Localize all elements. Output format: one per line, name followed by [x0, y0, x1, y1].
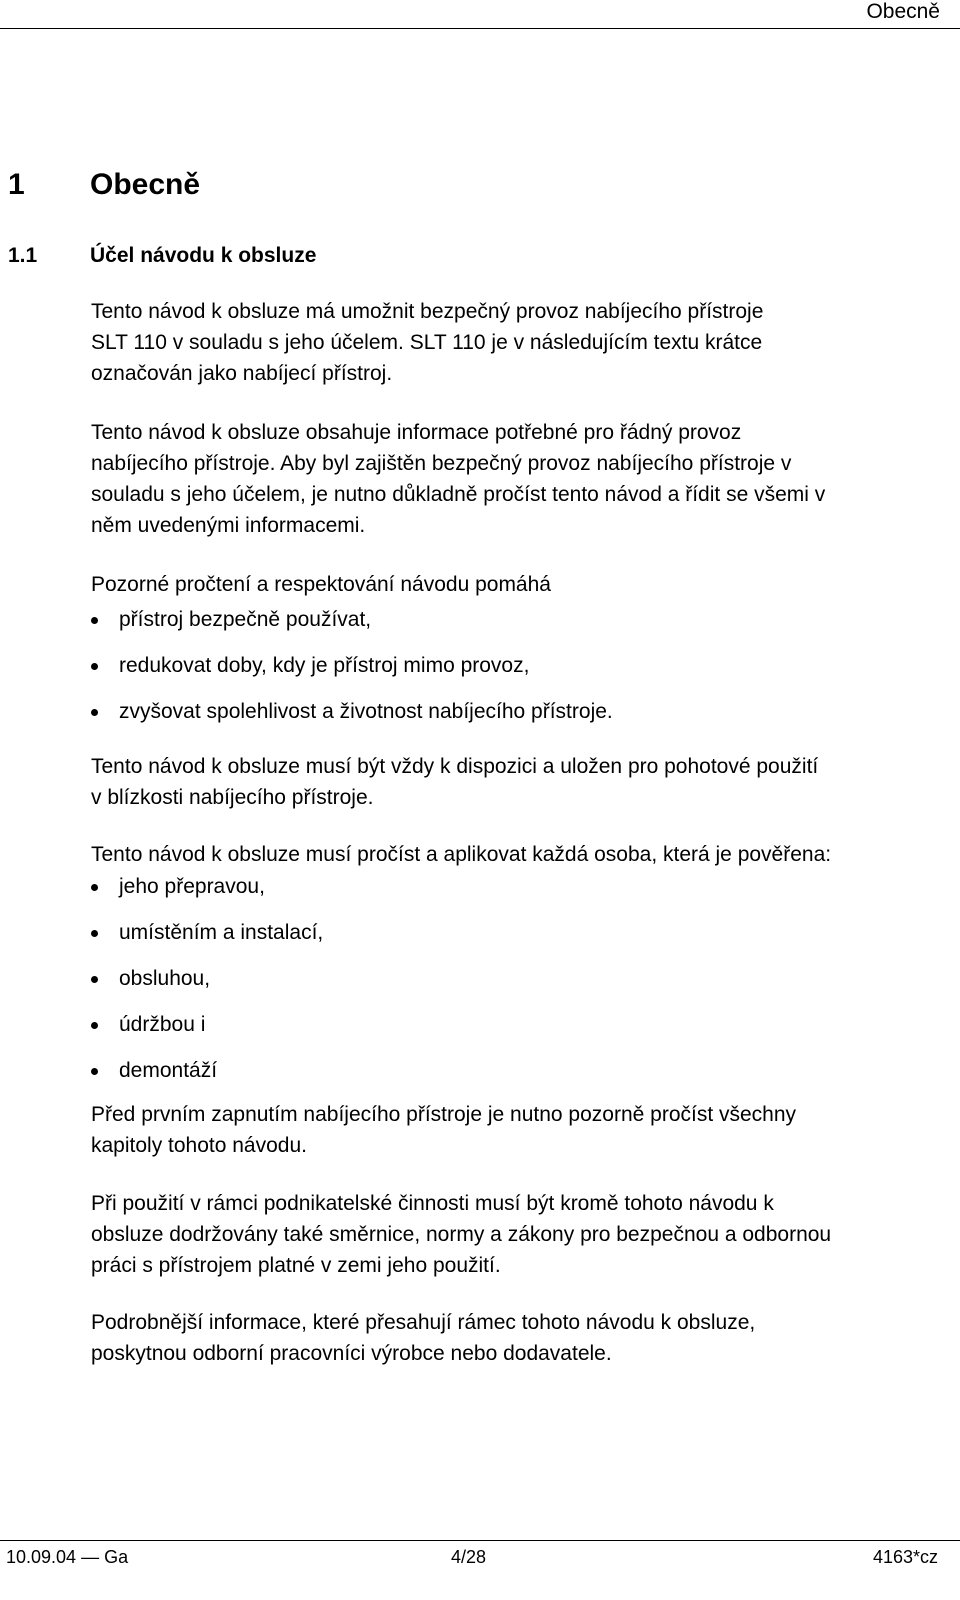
- paragraph-line: Při použití v rámci podnikatelské činnosti musí být kromě tohoto návodu k: [91, 1192, 774, 1215]
- paragraph-line: Tento návod k obsluze obsahuje informace potřebné pro řádný provoz: [91, 421, 742, 444]
- list-item-text: redukovat doby, kdy je přístroj mimo provoz,: [119, 654, 530, 677]
- paragraph-line: označován jako nabíjecí přístroj.: [91, 362, 393, 385]
- footer-rule: [0, 1540, 960, 1541]
- bullet-icon: [91, 976, 98, 983]
- paragraph-regulations: [91, 1188, 951, 1281]
- paragraph-availability: [91, 751, 951, 813]
- paragraph-line: něm uvedenými informacemi.: [91, 514, 366, 537]
- paragraph-information: [91, 417, 951, 541]
- chapter-title: Obecně: [90, 168, 201, 201]
- paragraph-responsible-persons: Tento návod k obsluze musí pročíst a aplikovat každá osoba, která je pověřena:: [91, 843, 832, 866]
- list-item-text: zvyšovat spolehlivost a životnost nabíjecího přístroje.: [119, 700, 613, 723]
- bullet-icon: [91, 1068, 98, 1075]
- paragraph-line: práci s přístrojem platné v zemi jeho použití.: [91, 1254, 501, 1277]
- paragraph-line: Podrobnější informace, které přesahují rámec tohoto návodu k obsluze,: [91, 1311, 756, 1334]
- header-rule: [0, 28, 960, 29]
- page-number: 4/28: [451, 1547, 487, 1567]
- paragraph-line: kapitoly tohoto návodu.: [91, 1134, 307, 1157]
- paragraph-line: Tento návod k obsluze má umožnit bezpečný provoz nabíjecího přístroje: [91, 300, 764, 323]
- bullet-icon: [91, 930, 98, 937]
- footer-date: 10.09.04 — Ga: [6, 1547, 129, 1567]
- chapter-heading: [8, 167, 200, 203]
- list-item-text: demontáží: [119, 1059, 218, 1082]
- list-item-text: jeho přepravou,: [119, 875, 265, 898]
- paragraph-line: souladu s jeho účelem, je nutno důkladně pročíst tento návod a řídit se všemi v: [91, 483, 826, 506]
- paragraph-line: nabíjecího přístroje. Aby byl zajištěn bezpečný provoz nabíjecího přístroje v: [91, 452, 792, 475]
- bullet-icon: [91, 709, 98, 716]
- paragraph-line: SLT 110 v souladu s jeho účelem. SLT 110 je v následujícím textu krátce: [91, 331, 763, 354]
- chapter-number: 1: [8, 168, 25, 201]
- list-item-text: umístěním a instalací,: [119, 921, 324, 944]
- paragraph-line: v blízkosti nabíjecího přístroje.: [91, 786, 374, 809]
- paragraph-reading-benefits: Pozorné pročtení a respektování návodu pomáhá: [91, 573, 551, 596]
- paragraph-line: obsluze dodržovány také směrnice, normy a zákony pro bezpečnou a odbornou: [91, 1223, 832, 1246]
- bullet-icon: [91, 663, 98, 670]
- paragraph-line: poskytnou odborní pracovníci výrobce nebo dodavatele.: [91, 1342, 612, 1365]
- paragraph-line: Tento návod k obsluze musí být vždy k dispozici a uložen pro pohotové použití: [91, 755, 819, 778]
- paragraph-further-info: [91, 1307, 951, 1369]
- bullet-icon: [91, 617, 98, 624]
- bullet-icon: [91, 1022, 98, 1029]
- bullet-icon: [91, 884, 98, 891]
- list-item-text: obsluhou,: [119, 967, 211, 990]
- paragraph-before-first-use: [91, 1099, 951, 1161]
- document-code: 4163*cz: [872, 1547, 938, 1567]
- paragraph-purpose: [91, 296, 951, 389]
- list-item-text: přístroj bezpečně používat,: [119, 608, 372, 631]
- running-header: Obecně: [866, 0, 940, 23]
- section-heading: [8, 243, 316, 269]
- section-number: 1.1: [8, 244, 38, 267]
- list-item-text: údržbou i: [119, 1013, 206, 1036]
- section-title: Účel návodu k obsluze: [90, 244, 317, 267]
- paragraph-line: Před prvním zapnutím nabíjecího přístroje je nutno pozorně pročíst všechny: [91, 1103, 797, 1126]
